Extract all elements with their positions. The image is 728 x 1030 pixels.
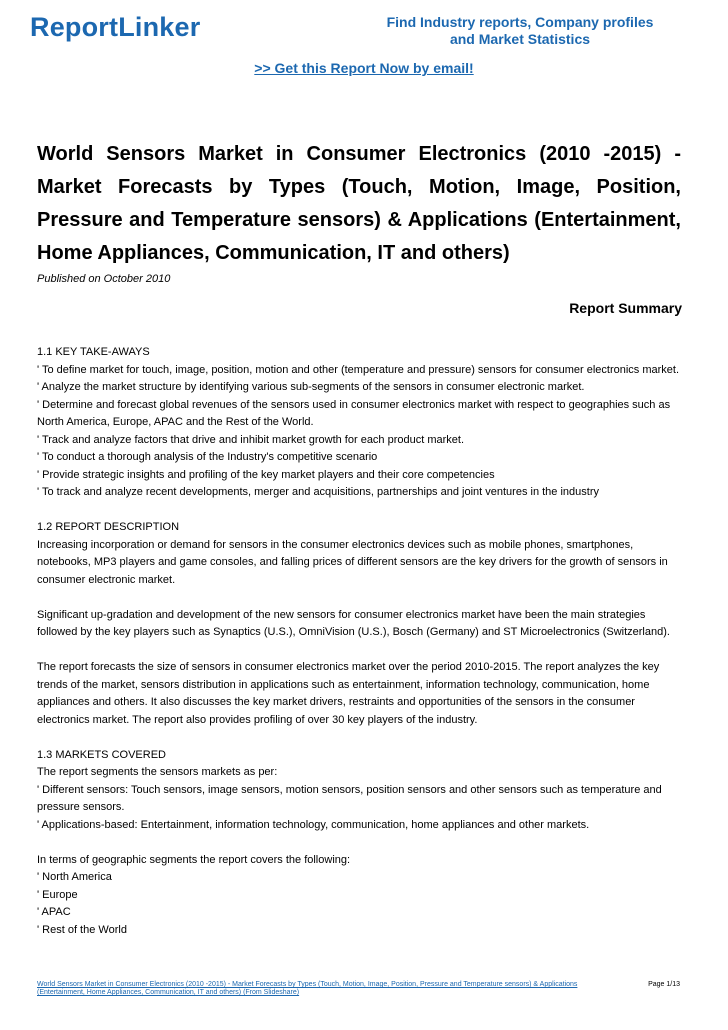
list-item: ' Europe [37, 888, 78, 901]
section-heading-markets: 1.3 MARKETS COVERED [37, 748, 166, 761]
list-item: ' To define market for touch, image, position, motion and other (temperature and pressure) sensors for consumer electronics market. [37, 363, 680, 376]
report-body [37, 344, 687, 939]
list-item: ' Rest of the World [37, 923, 127, 936]
list-item: ' APAC [37, 906, 71, 918]
list-item: ' Track and analyze factors that drive and inhibit market growth for each product market. [37, 433, 465, 446]
list-item: ' Different sensors: Touch sensors, image sensors, motion sensors, position sensors and other sensors such as temperature and pressure sensors. [37, 783, 662, 813]
list-item: ' Provide strategic insights and profiling of the key market players and their core competencies [37, 468, 495, 481]
list-item: ' To track and analyze recent developments, merger and acquisitions, partnerships and joint ventures in the industry [37, 486, 599, 498]
list-item: ' Analyze the market structure by identifying various sub-segments of the sensors in consumer electronic market. [37, 381, 585, 393]
paragraph: Significant up-gradation and development of the new sensors for consumer electronics market have been the main strategies followed by the key players such as Synaptics (U.S.), OmniVision (U.S.), Bosch (Germany) and ST Microelectronics (Switzerland). [37, 608, 670, 638]
paragraph: Increasing incorporation or demand for sensors in the consumer electronics devices such as mobile phones, smartphones, notebooks, MP3 players and game consoles, and falling prices of different sensors are the key drivers for the growth of sensors in consumer electronic market. [37, 538, 668, 586]
get-report-email-link[interactable]: >> Get this Report Now by email! [254, 60, 474, 76]
list-item: ' To conduct a thorough analysis of the Industry's competitive scenario [37, 451, 378, 463]
section-heading-description: 1.2 REPORT DESCRIPTION [37, 521, 180, 533]
report-summary-heading: Report Summary [569, 300, 682, 316]
footer-report-link[interactable]: World Sensors Market in Consumer Electronics (2010 -2015) - Market Forecasts by Types (Touch, Motion, Image, Position, Pressure and Temperature sensors) & Applications (Entertainment, Home Appliances, Communication, IT and others) (From Slideshare) [37, 981, 578, 996]
report-title: World Sensors Market in Consumer Electronics (2010 -2015) - Market Forecasts by Types (Touch, Motion, Image, Position, Pressure and Temperature sensors) & Applications (Entertainment, Home Appliances, Communication, IT and others) [37, 143, 681, 264]
tagline-line-1: Find Industry reports, Company profiles [386, 14, 654, 30]
header-tagline [370, 14, 670, 48]
paragraph: The report forecasts the size of sensors in consumer electronics market over the period 2010-2015. The report analyzes the key trends of the market, sensors distribution in applications such as entertainment, information technology, communication, home appliances and others. It also discusses the key market drivers, restraints and opportunities of the sensors in the consumer electronics market. The report also provides profiling of over 30 key players of the industry. [37, 661, 660, 726]
section-heading-takeaways: 1.1 KEY TAKE-AWAYS [37, 346, 150, 358]
reportlinker-logo[interactable]: ReportLinker [30, 12, 201, 42]
page-number: Page 1/13 [648, 981, 680, 988]
paragraph: In terms of geographic segments the report covers the following: [37, 853, 351, 866]
published-date: Published on October 2010 [37, 273, 171, 285]
list-item: ' Determine and forecast global revenues of the sensors used in consumer electronics market with respect to geographies such as North America, Europe, APAC and the Rest of the World. [37, 398, 671, 428]
list-item: ' Applications-based: Entertainment, information technology, communication, home appliances and other markets. [37, 818, 590, 831]
tagline-line-2: and Market Statistics [449, 31, 591, 47]
paragraph: The report segments the sensors markets as per: [37, 766, 278, 778]
list-item: ' North America [37, 871, 112, 883]
